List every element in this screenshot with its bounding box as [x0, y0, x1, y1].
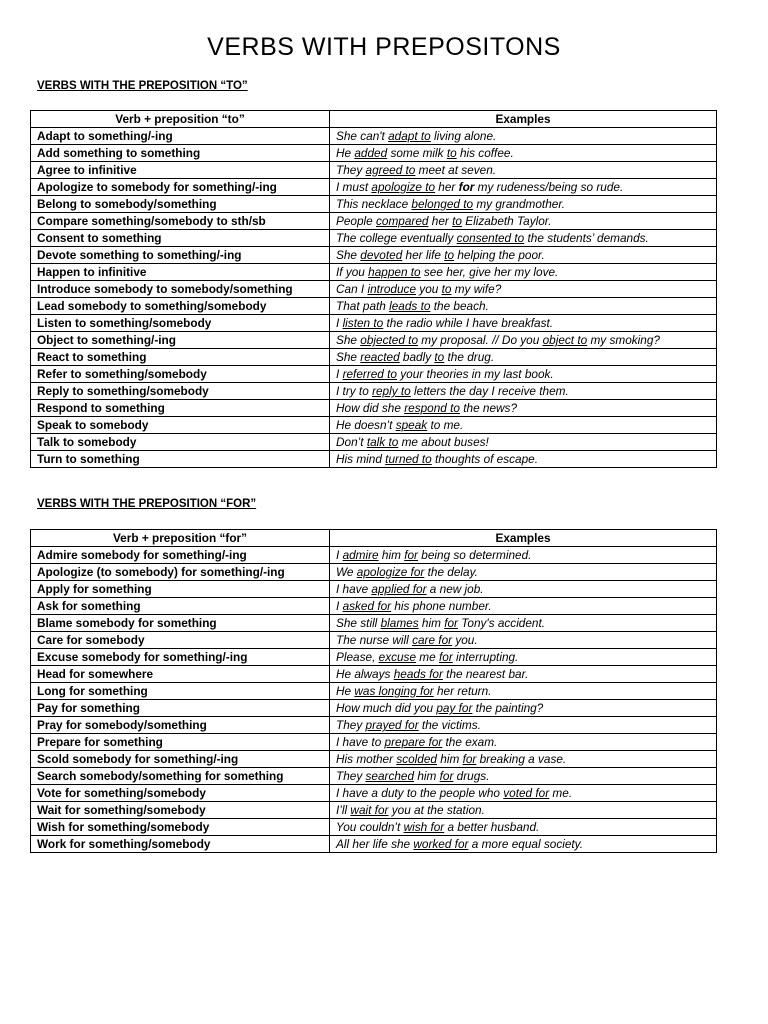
underlined-phrase: to — [446, 146, 457, 160]
example-text: me about buses! — [398, 435, 489, 449]
underlined-phrase: talk to — [366, 435, 399, 449]
underlined-phrase: worked for — [413, 837, 469, 851]
example-text: That path — [336, 299, 390, 313]
underlined-phrase: asked for — [342, 599, 392, 613]
table-row — [31, 717, 717, 734]
example-cell — [330, 179, 717, 196]
example-text: helping the poor. — [454, 248, 545, 262]
underlined-phrase: speak — [395, 418, 428, 432]
underlined-phrase: to — [434, 350, 445, 364]
verb-cell: Apply for something — [31, 581, 330, 598]
example-cell — [330, 145, 717, 162]
example-cell — [330, 819, 717, 836]
example-text: Tony's accident. — [457, 616, 546, 630]
underlined-phrase: listen to — [342, 316, 384, 330]
underlined-phrase: prayed for — [365, 718, 419, 732]
verb-cell: Admire somebody for something/-ing — [31, 547, 330, 564]
example-cell — [330, 128, 717, 145]
verb-cell: Devote something to something/-ing — [31, 247, 330, 264]
table-row — [31, 298, 717, 315]
example-text: the nearest bar. — [442, 667, 529, 681]
verb-cell: Add something to something — [31, 145, 330, 162]
example-text: my grandmother. — [473, 197, 566, 211]
underlined-phrase: adapt to — [388, 129, 431, 143]
example-text: my smoking? — [587, 333, 660, 347]
underlined-phrase: introduce — [367, 282, 417, 296]
example-text: your theories in my last book. — [397, 367, 554, 381]
example-text: a more equal society. — [468, 837, 583, 851]
example-text: She can't — [336, 129, 389, 143]
verb-cell: Long for something — [31, 683, 330, 700]
example-text: to me. — [427, 418, 464, 432]
example-cell — [330, 768, 717, 785]
underlined-phrase: pay for — [436, 701, 473, 715]
table-row — [31, 281, 717, 298]
underlined-phrase: compared — [376, 214, 429, 228]
table-row — [31, 751, 717, 768]
underlined-phrase: care for — [412, 633, 453, 647]
table-row — [31, 162, 717, 179]
example-text: She — [336, 350, 361, 364]
example-text: This necklace — [336, 197, 412, 211]
example-text: He doesn’t — [336, 418, 396, 432]
verb-cell: React to something — [31, 349, 330, 366]
underlined-phrase: to — [452, 214, 462, 228]
example-text: drugs. — [453, 769, 490, 783]
example-cell — [330, 581, 717, 598]
example-text: I — [336, 367, 343, 381]
table-row — [31, 802, 717, 819]
example-text: my wife? — [451, 282, 502, 296]
verb-cell: Consent to something — [31, 230, 330, 247]
example-text: She — [336, 333, 361, 347]
table-header-row — [31, 530, 717, 547]
underlined-phrase: added — [354, 146, 388, 160]
example-cell — [330, 298, 717, 315]
example-cell — [330, 162, 717, 179]
example-text: She still — [336, 616, 381, 630]
column-header-examples: Examples — [330, 530, 717, 547]
example-text: you at the station. — [388, 803, 485, 817]
example-cell — [330, 717, 717, 734]
section-heading-to: VERBS WITH THE PREPOSITION “TO” — [37, 80, 248, 92]
example-cell — [330, 281, 717, 298]
example-text: her return. — [433, 684, 492, 698]
example-text: He — [336, 684, 355, 698]
table-header-row — [31, 111, 717, 128]
example-text: the victims. — [418, 718, 481, 732]
underlined-phrase: to — [441, 282, 452, 296]
verb-cell: Prepare for something — [31, 734, 330, 751]
example-cell — [330, 247, 717, 264]
table-row — [31, 547, 717, 564]
example-cell — [330, 315, 717, 332]
underlined-phrase: apologize to — [371, 180, 436, 194]
example-text: him — [418, 616, 445, 630]
example-text: the radio while I have breakfast. — [383, 316, 554, 330]
underlined-phrase: applied for — [371, 582, 427, 596]
example-text: He — [336, 146, 355, 160]
underlined-phrase: was longing for — [354, 684, 434, 698]
example-cell — [330, 666, 717, 683]
example-cell — [330, 598, 717, 615]
example-text: People — [336, 214, 377, 228]
table-row — [31, 819, 717, 836]
underlined-phrase: agreed to — [365, 163, 416, 177]
table-row — [31, 332, 717, 349]
example-text: Can I — [336, 282, 368, 296]
example-text: If you — [336, 265, 369, 279]
section-heading-for: VERBS WITH THE PREPOSITION “FOR” — [37, 498, 257, 510]
verb-cell: Reply to something/somebody — [31, 383, 330, 400]
example-text: I try to — [336, 384, 373, 398]
example-text: I have to — [336, 735, 385, 749]
underlined-phrase: excuse — [378, 650, 417, 664]
underlined-phrase: for — [439, 769, 454, 783]
example-text: a new job. — [426, 582, 484, 596]
example-text: me — [416, 650, 439, 664]
example-text: His mind — [336, 452, 386, 466]
verb-cell: Blame somebody for something — [31, 615, 330, 632]
underlined-phrase: scolded — [396, 752, 437, 766]
example-text: They — [336, 163, 366, 177]
example-text: me. — [549, 786, 573, 800]
verb-cell: Scold somebody for something/-ing — [31, 751, 330, 768]
table-row — [31, 598, 717, 615]
example-cell — [330, 264, 717, 281]
example-text: a better husband. — [444, 820, 540, 834]
table-row — [31, 785, 717, 802]
table-row — [31, 264, 717, 281]
table-row — [31, 683, 717, 700]
verb-cell: Adapt to something/-ing — [31, 128, 330, 145]
table-row — [31, 196, 717, 213]
table-row — [31, 179, 717, 196]
example-text: They — [336, 769, 366, 783]
underlined-phrase: prepare for — [384, 735, 443, 749]
example-text: being so determined. — [417, 548, 532, 562]
example-text: You couldn’t — [336, 820, 404, 834]
table-row — [31, 383, 717, 400]
underlined-phrase: for — [438, 650, 453, 664]
verb-cell: Happen to infinitive — [31, 264, 330, 281]
example-cell — [330, 400, 717, 417]
example-text: her life — [402, 248, 445, 262]
table-row — [31, 213, 717, 230]
verb-cell: Refer to something/somebody — [31, 366, 330, 383]
example-cell — [330, 785, 717, 802]
underlined-phrase: respond to — [404, 401, 460, 415]
example-cell — [330, 649, 717, 666]
table-row — [31, 434, 717, 451]
table-row — [31, 417, 717, 434]
underlined-phrase: happen to — [368, 265, 421, 279]
example-text: my proposal. // Do you — [418, 333, 543, 347]
verb-cell: Apologize (to somebody) for something/-ing — [31, 564, 330, 581]
verb-cell: Pray for somebody/something — [31, 717, 330, 734]
verb-cell: Respond to something — [31, 400, 330, 417]
example-cell — [330, 434, 717, 451]
example-cell — [330, 683, 717, 700]
table-row — [31, 400, 717, 417]
verb-cell: Listen to something/somebody — [31, 315, 330, 332]
verb-cell: Lead somebody to something/somebody — [31, 298, 330, 315]
example-text: you — [416, 282, 442, 296]
example-text: thoughts of escape. — [431, 452, 538, 466]
table-row — [31, 615, 717, 632]
example-text: How did she — [336, 401, 405, 415]
underlined-phrase: referred to — [342, 367, 397, 381]
example-text: some milk — [387, 146, 447, 160]
table-row — [31, 666, 717, 683]
table-row — [31, 247, 717, 264]
example-text: interrupting. — [452, 650, 519, 664]
verb-cell: Pay for something — [31, 700, 330, 717]
table-row — [31, 581, 717, 598]
verb-cell: Care for somebody — [31, 632, 330, 649]
column-header-verb: Verb + preposition “for” — [31, 530, 330, 547]
verb-cell: Object to something/-ing — [31, 332, 330, 349]
example-cell — [330, 196, 717, 213]
underlined-phrase: belonged to — [411, 197, 474, 211]
example-text: his phone number. — [391, 599, 492, 613]
example-text: I — [336, 599, 343, 613]
example-text: the drug. — [444, 350, 495, 364]
example-text: I — [336, 548, 343, 562]
verb-cell: Introduce somebody to somebody/something — [31, 281, 330, 298]
example-text: see her, give her my love. — [420, 265, 559, 279]
underlined-phrase: wish for — [403, 820, 445, 834]
example-text: my rudeness/being so rude. — [474, 180, 624, 194]
example-text: him — [436, 752, 463, 766]
underlined-phrase: consented to — [456, 231, 525, 245]
example-text: We — [336, 565, 357, 579]
bold-phrase: for — [458, 180, 475, 194]
table-row — [31, 145, 717, 162]
example-text: her — [428, 214, 453, 228]
underlined-phrase: turned to — [385, 452, 432, 466]
underlined-phrase: for — [404, 548, 418, 562]
table-row — [31, 649, 717, 666]
example-text: I have — [336, 582, 372, 596]
example-cell — [330, 366, 717, 383]
underlined-phrase: object to — [542, 333, 588, 347]
example-cell — [330, 417, 717, 434]
underlined-phrase: blames — [380, 616, 419, 630]
example-cell — [330, 734, 717, 751]
example-cell — [330, 451, 717, 468]
example-text: the exam. — [442, 735, 498, 749]
example-text: the delay. — [424, 565, 478, 579]
underlined-phrase: admire — [342, 548, 379, 562]
example-text: breaking a vase. — [476, 752, 567, 766]
verb-cell: Search somebody/something for something — [31, 768, 330, 785]
verb-cell: Talk to somebody — [31, 434, 330, 451]
verb-cell: Belong to somebody/something — [31, 196, 330, 213]
column-header-examples: Examples — [330, 111, 717, 128]
underlined-phrase: leads to — [389, 299, 431, 313]
verb-cell: Work for something/somebody — [31, 836, 330, 853]
underlined-phrase: devoted — [360, 248, 403, 262]
example-text: I must — [336, 180, 372, 194]
example-text: Please, — [336, 650, 379, 664]
example-text: living alone. — [430, 129, 497, 143]
table-row — [31, 632, 717, 649]
table-row — [31, 230, 717, 247]
verb-cell: Apologize to somebody for something/-ing — [31, 179, 330, 196]
example-cell — [330, 802, 717, 819]
example-cell — [330, 349, 717, 366]
table-row — [31, 128, 717, 145]
verb-cell: Speak to somebody — [31, 417, 330, 434]
verb-cell: Wish for something/somebody — [31, 819, 330, 836]
table-row — [31, 366, 717, 383]
verb-cell: Vote for something/somebody — [31, 785, 330, 802]
page-title: VERBS WITH PREPOSITONS — [207, 33, 561, 61]
example-text: The nurse will — [336, 633, 413, 647]
example-cell — [330, 564, 717, 581]
verbs-to-table — [30, 110, 717, 468]
example-cell — [330, 383, 717, 400]
table-row — [31, 734, 717, 751]
verb-cell: Turn to something — [31, 451, 330, 468]
underlined-phrase: wait for — [350, 803, 389, 817]
underlined-phrase: apologize for — [356, 565, 425, 579]
underlined-phrase: voted for — [503, 786, 550, 800]
example-text: Don’t — [336, 435, 367, 449]
underlined-phrase: for — [444, 616, 458, 630]
example-text: I — [336, 316, 343, 330]
example-text: the news? — [459, 401, 518, 415]
example-cell — [330, 332, 717, 349]
table-row — [31, 768, 717, 785]
verb-cell: Head for somewhere — [31, 666, 330, 683]
example-text: him — [378, 548, 405, 562]
example-text: How much did you — [336, 701, 437, 715]
verb-cell: Compare something/somebody to sth/sb — [31, 213, 330, 230]
example-cell — [330, 547, 717, 564]
example-text: the students’ demands. — [524, 231, 649, 245]
underlined-phrase: to — [444, 248, 455, 262]
example-text: her — [435, 180, 459, 194]
table-row — [31, 451, 717, 468]
example-text: letters the day I receive them. — [410, 384, 569, 398]
example-text: him — [414, 769, 440, 783]
underlined-phrase: heads for — [393, 667, 443, 681]
example-text: the painting? — [472, 701, 544, 715]
example-text: meet at seven. — [415, 163, 497, 177]
verb-cell: Agree to infinitive — [31, 162, 330, 179]
underlined-phrase: searched — [365, 769, 415, 783]
verbs-for-table — [30, 529, 717, 853]
example-cell — [330, 213, 717, 230]
example-cell — [330, 632, 717, 649]
example-text: you. — [452, 633, 478, 647]
table-row — [31, 349, 717, 366]
example-text: his coffee. — [456, 146, 514, 160]
underlined-phrase: objected to — [360, 333, 418, 347]
table-row — [31, 836, 717, 853]
example-cell — [330, 751, 717, 768]
example-text: He always — [336, 667, 394, 681]
table-row — [31, 700, 717, 717]
underlined-phrase: for — [462, 752, 477, 766]
example-cell — [330, 836, 717, 853]
underlined-phrase: reply to — [372, 384, 411, 398]
example-text: They — [336, 718, 366, 732]
example-text: Elizabeth Taylor. — [461, 214, 552, 228]
verb-cell: Wait for something/somebody — [31, 802, 330, 819]
table-row — [31, 315, 717, 332]
example-cell — [330, 615, 717, 632]
example-text: His mother — [336, 752, 397, 766]
example-cell — [330, 230, 717, 247]
example-text: I have a duty to the people who — [336, 786, 504, 800]
underlined-phrase: reacted — [360, 350, 400, 364]
example-text: The college eventually — [336, 231, 457, 245]
column-header-verb: Verb + preposition “to” — [31, 111, 330, 128]
example-text: I’ll — [336, 803, 351, 817]
example-text: badly — [399, 350, 435, 364]
verb-cell: Ask for something — [31, 598, 330, 615]
example-text: the beach. — [430, 299, 489, 313]
example-cell — [330, 700, 717, 717]
example-text: She — [336, 248, 361, 262]
table-row — [31, 564, 717, 581]
verb-cell: Excuse somebody for something/-ing — [31, 649, 330, 666]
example-text: All her life she — [336, 837, 414, 851]
